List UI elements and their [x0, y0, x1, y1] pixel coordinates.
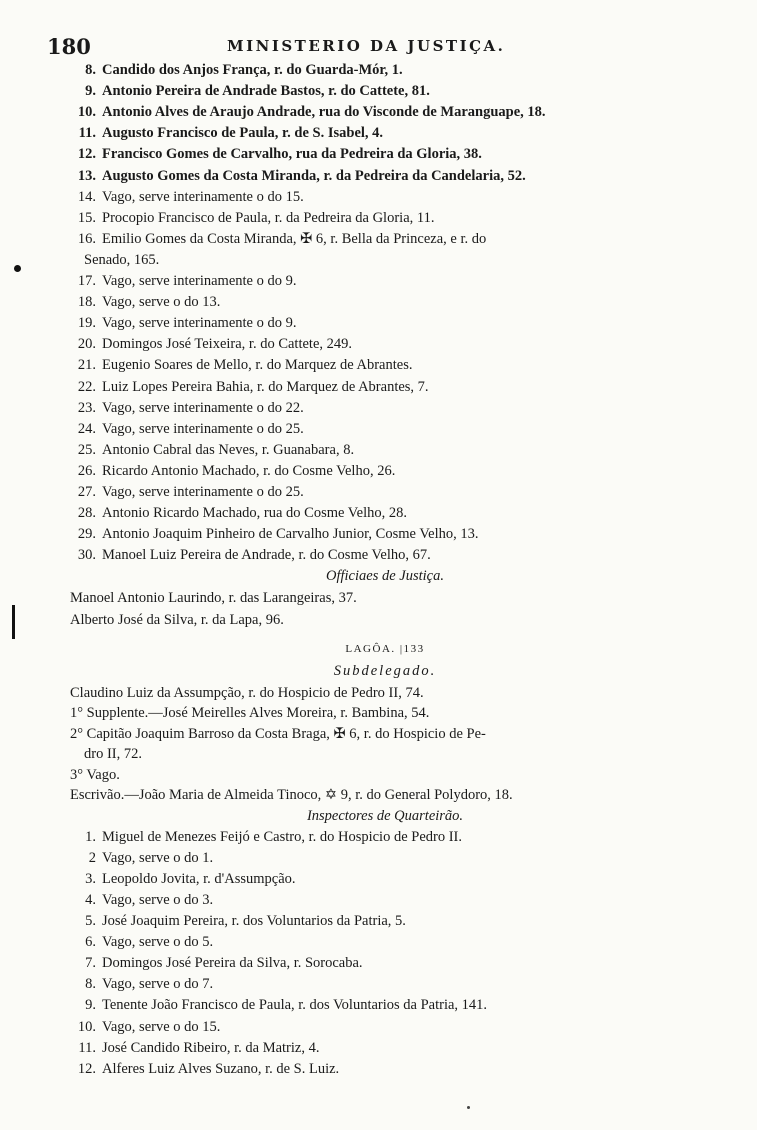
entry-text: Vago, serve interinamente o do 9. [102, 273, 297, 289]
subdelegado-entry: Escrivão.—João Maria de Almeida Tinoco, ✡ 9, r. do General Polydoro, 18. [70, 787, 513, 804]
entry-number: 9. [85, 83, 96, 100]
entry-text: José Candido Ribeiro, r. da Matriz, 4. [102, 1039, 320, 1056]
list-entry [60, 419, 710, 440]
entry-text: Domingos José Teixeira, r. do Cattete, 249. [102, 336, 353, 353]
entry-text: Vago, serve interinamente o do 25. [102, 420, 304, 437]
list-entry [60, 60, 710, 81]
entry-number: 22. [77, 378, 96, 395]
list-entry [60, 524, 710, 545]
list-entry [60, 545, 710, 566]
entry-text: Miguel de Menezes Feijó e Castro, r. do Hospicio de Pedro II. [102, 828, 463, 845]
entry-number: 23. [77, 399, 96, 416]
entry-text: Vago, serve interinamente o do 22. [102, 399, 304, 416]
entry-text: Manoel Luiz Pereira de Andrade, r. do Cosme Velho, 67. [102, 547, 431, 564]
entry-text: José Joaquim Pereira, r. dos Voluntarios da Patria, 5. [102, 913, 406, 929]
entry-text: Vago, serve o do 5. [102, 934, 214, 951]
entry-text: Vago, serve o do 13. [102, 294, 221, 311]
entry-text: Antonio Ricardo Machado, rua do Cosme Velho, 28. [102, 505, 407, 522]
inspector-entry [60, 1038, 710, 1059]
entry-number: 19. [77, 315, 96, 332]
entry-number: 8. [85, 62, 96, 78]
page-header [47, 34, 707, 58]
entry-number: 29. [77, 526, 96, 543]
entry-text: Augusto Gomes da Costa Miranda, r. da Pedreira da Candelaria, 52. [102, 167, 526, 184]
section-heading-officiaes: Officiaes de Justiça. [326, 568, 444, 585]
entry-number: 1. [85, 828, 96, 845]
entry-number: 16. [77, 230, 96, 247]
inspector-entry [60, 848, 710, 869]
entry-number: 13. [77, 167, 96, 184]
list-entry [60, 166, 710, 187]
entry-number: 2 [88, 849, 96, 866]
officer-entry: Alberto José da Silva, r. da Lapa, 96. [70, 611, 284, 628]
list-entry [60, 102, 710, 123]
officer-entry: Manoel Antonio Laurindo, r. das Larangeiras, 37. [70, 590, 357, 607]
entry-number: 10. [77, 1018, 96, 1035]
entry-number: 5. [85, 913, 96, 929]
list-entry [60, 123, 710, 144]
entry-text: Vago, serve o do 7. [102, 976, 214, 993]
entry-number: 18. [77, 294, 96, 311]
running-title: MINISTERIO DA JUSTIÇA. [227, 37, 506, 55]
margin-bar-mark [12, 605, 15, 639]
subdelegado-entry: 2° Capitão Joaquim Barroso da Costa Braga, ✠ 6, r. do Hospicio de Pe- [70, 725, 486, 742]
entry-number: 9. [85, 997, 96, 1014]
subdelegado-entry: 1° Supplente.—José Meirelles Alves Moreira, r. Bambina, 54. [70, 705, 430, 722]
entry-text: Tenente João Francisco de Paula, r. dos Voluntarios da Patria, 141. [102, 997, 488, 1014]
entry-number: 17. [77, 273, 96, 289]
inspector-entry [60, 995, 710, 1016]
entry-text: Ricardo Antonio Machado, r. do Cosme Velho, 26. [102, 462, 396, 479]
entry-text: Eugenio Soares de Mello, r. do Marquez de Abrantes. [102, 357, 413, 374]
entry-number: 12. [77, 1060, 96, 1077]
subdelegado-entry: Claudino Luiz da Assumpção, r. do Hospicio de Pedro II, 74. [70, 684, 424, 701]
page-number: 180 [47, 34, 91, 59]
entry-text: Procopio Francisco de Paula, r. da Pedreira da Gloria, 11. [102, 209, 435, 226]
entry-number: 8. [85, 976, 96, 993]
inspector-entry [60, 890, 710, 911]
entry-text: Vago, serve o do 15. [102, 1018, 221, 1035]
list-entry [60, 271, 710, 292]
entry-number: 4. [85, 891, 96, 908]
inspector-entry [60, 974, 710, 995]
entry-text: Francisco Gomes de Carvalho, rua da Pedreira da Gloria, 38. [102, 146, 482, 163]
entry-text: Leopoldo Jovita, r. d'Assumpção. [102, 870, 296, 887]
entry-number: 24. [77, 420, 96, 437]
inspector-entry [60, 1017, 710, 1038]
entry-number: 11. [78, 125, 96, 142]
list-entry [60, 187, 710, 208]
entry-number: 3. [85, 870, 96, 887]
list-entry [60, 208, 710, 229]
entry-number: 15. [77, 209, 96, 226]
ink-speck [467, 1106, 470, 1109]
subdelegado-entry: dro II, 72. [84, 746, 142, 763]
entry-text: Vago, serve o do 3. [102, 891, 214, 908]
entry-number: 26. [77, 462, 96, 479]
entry-number: 12. [77, 146, 96, 163]
entry-number: 11. [78, 1039, 96, 1056]
section-heading-subdelegado: Subdelegado. [333, 662, 437, 679]
section-heading-inspectores: Inspectores de Quarteirão. [306, 807, 464, 824]
entry-number: 21. [77, 357, 96, 374]
list-entry [60, 440, 710, 461]
inspector-entry [60, 869, 710, 890]
entry-text: Antonio Pereira de Andrade Bastos, r. do Cattete, 81. [102, 83, 430, 100]
entry-number: 30. [77, 547, 96, 564]
list-entry [60, 144, 710, 165]
subdelegado-entry: 3° Vago. [70, 766, 120, 783]
entry-text: Vago, serve o do 1. [102, 849, 214, 866]
entry-text: Vago, serve interinamente o do 15. [102, 188, 304, 205]
entry-text: Antonio Joaquim Pinheiro de Carvalho Junior, Cosme Velho, 13. [102, 526, 479, 543]
entry-text: Antonio Cabral das Neves, r. Guanabara, 8. [102, 441, 355, 458]
entry-text: Augusto Francisco de Paula, r. de S. Isabel, 4. [102, 125, 384, 142]
list-entry [60, 482, 710, 503]
entry-text: Alferes Luiz Alves Suzano, r. de S. Luiz. [102, 1060, 340, 1077]
list-entry [60, 461, 710, 482]
entry-text: Vago, serve interinamente o do 25. [102, 484, 304, 500]
list-entry [60, 503, 710, 524]
list-entry [60, 313, 710, 334]
margin-dot-mark [14, 265, 21, 272]
entry-text: Domingos José Pereira da Silva, r. Sorocaba. [102, 955, 363, 972]
entry-text: Antonio Alves de Araujo Andrade, rua do Visconde de Maranguape, 18. [102, 104, 546, 121]
entry-number: 6. [85, 934, 96, 951]
district-heading-lagoa: LAGÔA. |133 [345, 642, 425, 655]
list-entry [60, 398, 710, 419]
entry-number: 20. [77, 336, 96, 353]
list-entry-continuation: Senado, 165. [84, 251, 160, 268]
inspector-entry [60, 911, 710, 932]
list-entry [60, 377, 710, 398]
entry-number: 7. [85, 955, 96, 972]
list-entry [60, 292, 710, 313]
entry-number: 25. [77, 441, 96, 458]
entry-number: 10. [77, 104, 96, 121]
entry-number: 14. [77, 188, 96, 205]
entry-text: Luiz Lopes Pereira Bahia, r. do Marquez de Abrantes, 7. [102, 378, 429, 395]
inspector-entry [60, 953, 710, 974]
entry-text: Emilio Gomes da Costa Miranda, ✠ 6, r. Bella da Princeza, e r. do [102, 230, 487, 247]
entry-number: 27. [77, 484, 96, 500]
inspector-entry [60, 827, 710, 848]
list-entry [60, 334, 710, 355]
inspector-entry [60, 932, 710, 953]
list-entry [60, 229, 710, 250]
list-entry [60, 355, 710, 376]
entry-text: Vago, serve interinamente o do 9. [102, 315, 297, 332]
entry-text: Candido dos Anjos França, r. do Guarda-Mór, 1. [102, 62, 403, 78]
list-entry [60, 81, 710, 102]
inspector-entry [60, 1059, 710, 1080]
entry-number: 28. [77, 505, 96, 522]
